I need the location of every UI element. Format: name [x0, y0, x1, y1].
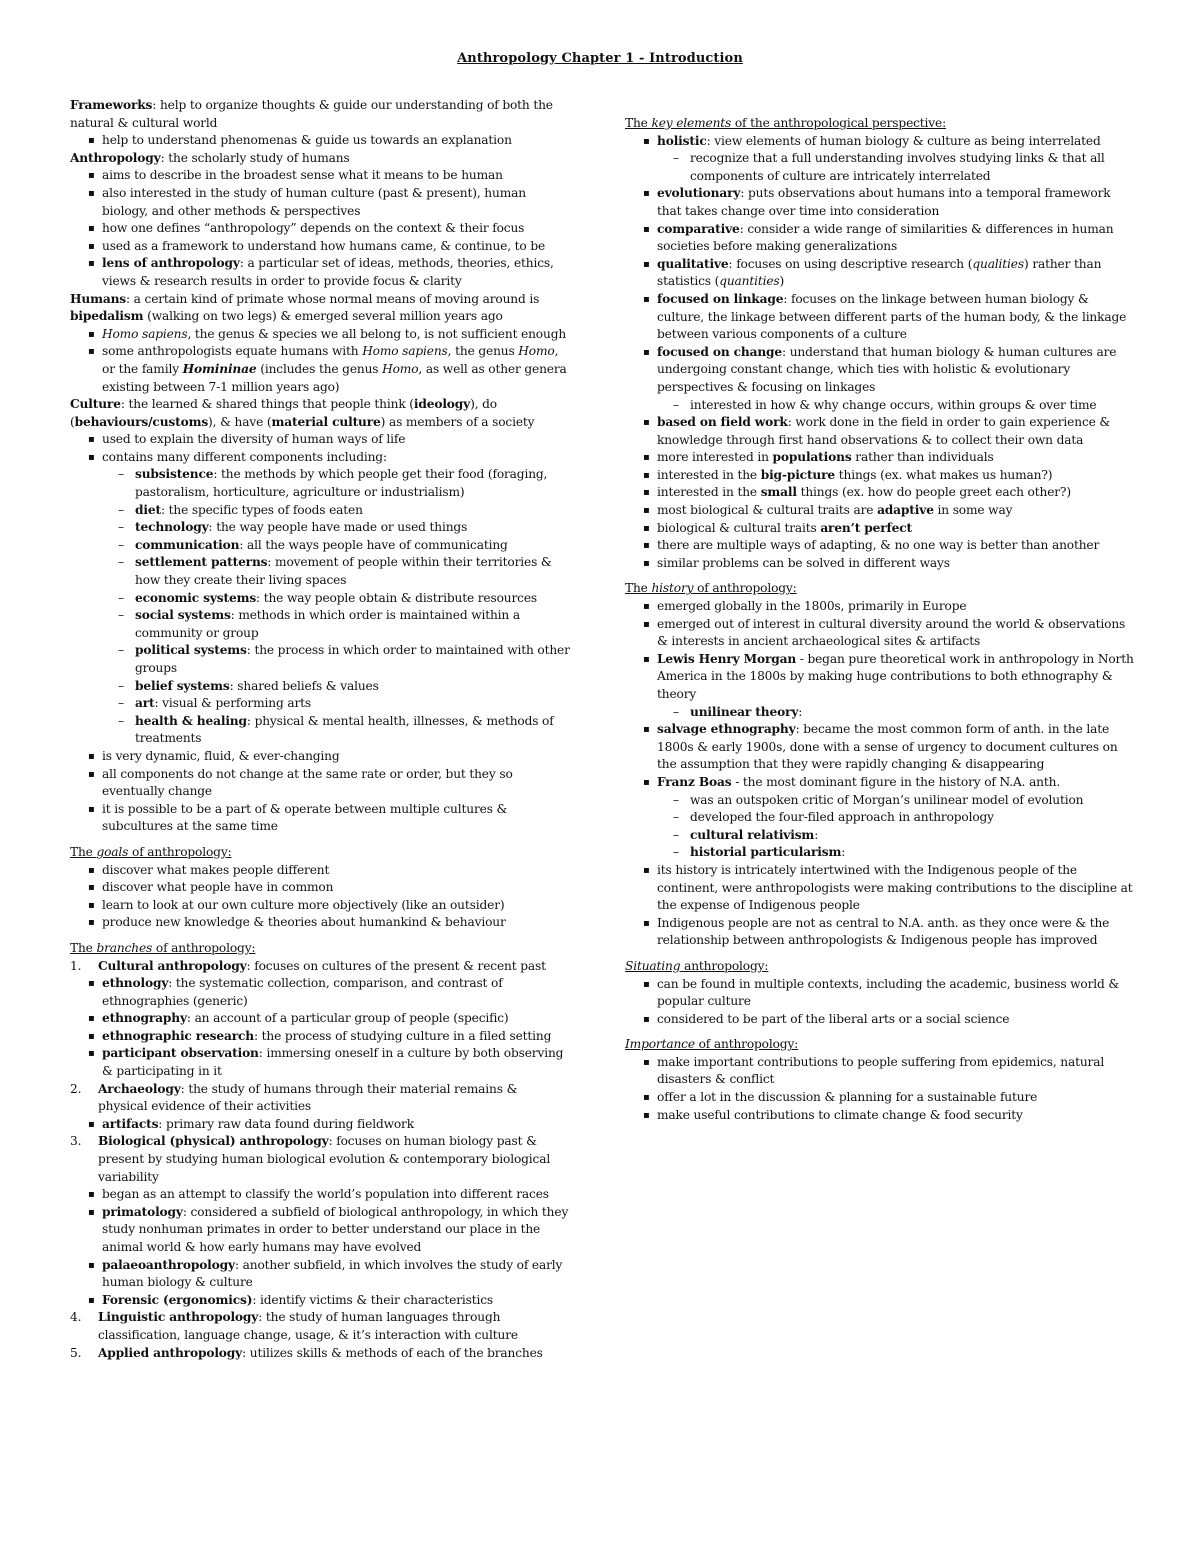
list-item: ▪ palaeoanthropology: another subfield, in which involves the study of early human biology & culture: [70, 1257, 570, 1292]
list-item: ▪ artifacts: primary raw data found during fieldwork: [70, 1116, 570, 1134]
right-column: [625, 115, 1135, 1124]
culture-definition: Culture: the learned & shared things that people think (ideology), do (behaviours/customs), & have (material culture) as members of a society: [70, 397, 535, 429]
list-item: ▪ used as a framework to understand how humans came, & continue, to be: [70, 238, 570, 256]
list-item: ▪ offer a lot in the discussion & planning for a sustainable future: [625, 1089, 1135, 1107]
sub-item: – interested in how & why change occurs, within groups & over time: [625, 397, 1135, 415]
key-elements-list: [625, 133, 1135, 573]
list-item: ▪ there are multiple ways of adapting, & no one way is better than another: [625, 537, 1135, 555]
sub-item: – developed the four-filed approach in anthropology: [625, 809, 1135, 827]
anthropology-definition: Anthropology: the scholarly study of humans: [70, 150, 350, 165]
culture-component: – belief systems: shared beliefs & values: [70, 678, 570, 696]
list-item: ▪ used to explain the diversity of human ways of life: [70, 431, 570, 449]
list-item: ▪ how one defines “anthropology” depends on the context & their focus: [70, 220, 570, 238]
key-elements-heading: The key elements of the anthropological perspective:: [625, 116, 947, 130]
culture-component: – technology: the way people have made or used things: [70, 519, 570, 537]
list-item: ▪ contains many different components including:: [70, 449, 570, 467]
culture-list: [70, 431, 570, 836]
list-item: ▪ produce new knowledge & theories about humankind & behaviour: [70, 914, 570, 932]
list-item: ▪ ethnology: the systematic collection, comparison, and contrast of ethnographies (generic): [70, 975, 570, 1010]
importance-list: [625, 1054, 1135, 1124]
sub-item: – was an outspoken critic of Morgan’s unilinear model of evolution: [625, 792, 1135, 810]
culture-component: – subsistence: the methods by which people get their food (foraging, pastoralism, horticulture, agriculture or industrialism): [70, 466, 570, 501]
list-item: ▪ Lewis Henry Morgan - began pure theoretical work in anthropology in North America in the 1800s by making huge contributions to both ethnography & theory: [625, 651, 1135, 704]
branches-heading: The branches of anthropology:: [70, 940, 256, 955]
list-item: ▪ emerged out of interest in cultural diversity around the world & observations & interests in ancient archaeological sites & artifacts: [625, 616, 1135, 651]
list-item: ▪ discover what people have in common: [70, 879, 570, 897]
list-item: ▪ focused on change: understand that human biology & human cultures are undergoing constant change, which ties with holistic & evolutionary perspectives & focusing on linkages: [625, 344, 1135, 397]
goals-list: [70, 862, 570, 932]
culture-component: – communication: all the ways people have of communicating: [70, 537, 570, 555]
list-item: ▪ help to understand phenomenas & guide us towards an explanation: [70, 132, 570, 150]
culture-component: – economic systems: the way people obtain & distribute resources: [70, 590, 570, 608]
list-item: ▪ is very dynamic, fluid, & ever-changing: [70, 748, 570, 766]
branch-item: 3. Biological (physical) anthropology: focuses on human biology past & present by studying human biological evolution & contemporary biological variability: [70, 1134, 551, 1184]
list-item: ▪ salvage ethnography: became the most common form of anth. in the late 1800s & early 1900s, done with a sense of urgency to document cultures on the assumption that they were rapidly changing & disappearing: [625, 721, 1135, 774]
culture-component: – political systems: the process in which order to maintained with other groups: [70, 642, 570, 677]
branch-item: 1. Cultural anthropology: focuses on cultures of the present & recent past: [70, 958, 546, 973]
sub-item: – cultural relativism:: [625, 827, 1135, 845]
list-item: ▪ some anthropologists equate humans with Homo sapiens, the genus Homo, or the family Homininae (includes the genus Homo, as well as other genera existing between 7-1 million years ago): [70, 343, 570, 396]
branch-item: 2. Archaeology: the study of humans through their material remains & physical evidence of their activities: [70, 1081, 518, 1114]
list-item: ▪ discover what makes people different: [70, 862, 570, 880]
list-item: ▪ most biological & cultural traits are adaptive in some way: [625, 502, 1135, 520]
sub-item: – historial particularism:: [625, 844, 1135, 862]
culture-component: – art: visual & performing arts: [70, 695, 570, 713]
list-item: ▪ similar problems can be solved in different ways: [625, 555, 1135, 573]
branches-list: [70, 958, 570, 976]
list-item: ▪ ethnography: an account of a particular group of people (specific): [70, 1010, 570, 1028]
archaeology-list: [70, 1116, 570, 1134]
situating-heading: Situating anthropology:: [625, 958, 769, 973]
list-item: ▪ Franz Boas - the most dominant figure in the history of N.A. anth.: [625, 774, 1135, 792]
frameworks-list: [70, 132, 570, 150]
list-item: ▪ learn to look at our own culture more objectively (like an outsider): [70, 897, 570, 915]
list-item: ▪ biological & cultural traits aren’t perfect: [625, 520, 1135, 538]
humans-list: [70, 326, 570, 396]
list-item: ▪ its history is intricately intertwined with the Indigenous people of the continent, were anthropologists were making contributions to the discipline at the expense of Indigenous people: [625, 862, 1135, 915]
list-item: ▪ aims to describe in the broadest sense what it means to be human: [70, 167, 570, 185]
list-item: ▪ primatology: considered a subfield of biological anthropology, in which they study nonhuman primates in order to better understand our place in the animal world & how early humans may have evolved: [70, 1204, 570, 1257]
biological-anthropology-list: [70, 1186, 570, 1309]
branch-item: 5. Applied anthropology: utilizes skills & methods of each of the branches: [70, 1345, 543, 1360]
branches-list-3: [70, 1133, 570, 1186]
importance-heading: Importance of anthropology:: [625, 1037, 799, 1052]
list-item: ▪ qualitative: focuses on using descriptive research (qualities) rather than statistics (quantities): [625, 256, 1135, 291]
cultural-anthropology-list: [70, 975, 570, 1081]
list-item: ▪ all components do not change at the same rate or order, but they so eventually change: [70, 766, 570, 801]
list-item: ▪ emerged globally in the 1800s, primarily in Europe: [625, 598, 1135, 616]
history-list: [625, 598, 1135, 950]
history-heading: The history of anthropology:: [625, 581, 797, 596]
list-item: ▪ it is possible to be a part of & operate between multiple cultures & subcultures at the same time: [70, 801, 570, 836]
culture-component: – health & healing: physical & mental health, illnesses, & methods of treatments: [70, 713, 570, 748]
list-item: ▪ interested in the big-picture things (ex. what makes us human?): [625, 467, 1135, 485]
list-item: ▪ can be found in multiple contexts, including the academic, business world & popular culture: [625, 976, 1135, 1011]
list-item: ▪ Indigenous people are not as central to N.A. anth. as they once were & the relationship between anthropologists & Indigenous people has improved: [625, 915, 1135, 950]
humans-definition: Humans: a certain kind of primate whose normal means of moving around is bipedalism (walking on two legs) & emerged several million years ago: [70, 291, 540, 324]
sub-item: – recognize that a full understanding involves studying links & that all components of culture are intricately interrelated: [625, 150, 1135, 185]
list-item: ▪ interested in the small things (ex. how do people greet each other?): [625, 484, 1135, 502]
page-title: Anthropology Chapter 1 - Introduction: [457, 51, 743, 66]
left-column: [70, 97, 570, 1362]
culture-component: – diet: the specific types of foods eaten: [70, 502, 570, 520]
list-item: ▪ based on field work: work done in the field in order to gain experience & knowledge through first hand observations & to collect their own data: [625, 414, 1135, 449]
list-item: ▪ make useful contributions to climate change & food security: [625, 1107, 1135, 1125]
list-item: ▪ ethnographic research: the process of studying culture in a filed setting: [70, 1028, 570, 1046]
branches-list-4: [70, 1309, 570, 1362]
culture-component: – settlement patterns: movement of people within their territories & how they create their living spaces: [70, 554, 570, 589]
list-item: ▪ make important contributions to people suffering from epidemics, natural disasters & conflict: [625, 1054, 1135, 1089]
list-item: ▪ focused on linkage: focuses on the linkage between human biology & culture, the linkage between different parts of the human body, & the linkage between various components of a culture: [625, 291, 1135, 344]
sub-item: – unilinear theory:: [625, 704, 1135, 722]
culture-component: – social systems: methods in which order is maintained within a community or group: [70, 607, 570, 642]
list-item: ▪ also interested in the study of human culture (past & present), human biology, and other methods & perspectives: [70, 185, 570, 220]
list-item: ▪ participant observation: immersing oneself in a culture by both observing & participating in it: [70, 1045, 570, 1080]
list-item: ▪ began as an attempt to classify the world’s population into different races: [70, 1186, 570, 1204]
goals-heading: The goals of anthropology:: [70, 844, 232, 859]
list-item: ▪ holistic: view elements of human biology & culture as being interrelated: [625, 133, 1135, 151]
list-item: ▪ comparative: consider a wide range of similarities & differences in human societies before making generalizations: [625, 221, 1135, 256]
list-item: ▪ lens of anthropology: a particular set of ideas, methods, theories, ethics, views & research results in order to provide focus & clarity: [70, 255, 570, 290]
list-item: ▪ evolutionary: puts observations about humans into a temporal framework that takes change over time into consideration: [625, 185, 1135, 220]
list-item: ▪ more interested in populations rather than individuals: [625, 449, 1135, 467]
anthropology-list: [70, 167, 570, 290]
branches-list-2: [70, 1081, 570, 1116]
list-item: ▪ Homo sapiens, the genus & species we all belong to, is not sufficient enough: [70, 326, 570, 344]
situating-list: [625, 976, 1135, 1029]
frameworks-definition: Frameworks: help to organize thoughts & guide our understanding of both the natural & cultural world: [70, 98, 553, 130]
branch-item: 4. Linguistic anthropology: the study of human languages through classification, language change, usage, & it’s interaction with culture: [70, 1310, 518, 1342]
list-item: ▪ Forensic (ergonomics): identify victims & their characteristics: [70, 1292, 570, 1310]
list-item: ▪ considered to be part of the liberal arts or a social science: [625, 1011, 1135, 1029]
